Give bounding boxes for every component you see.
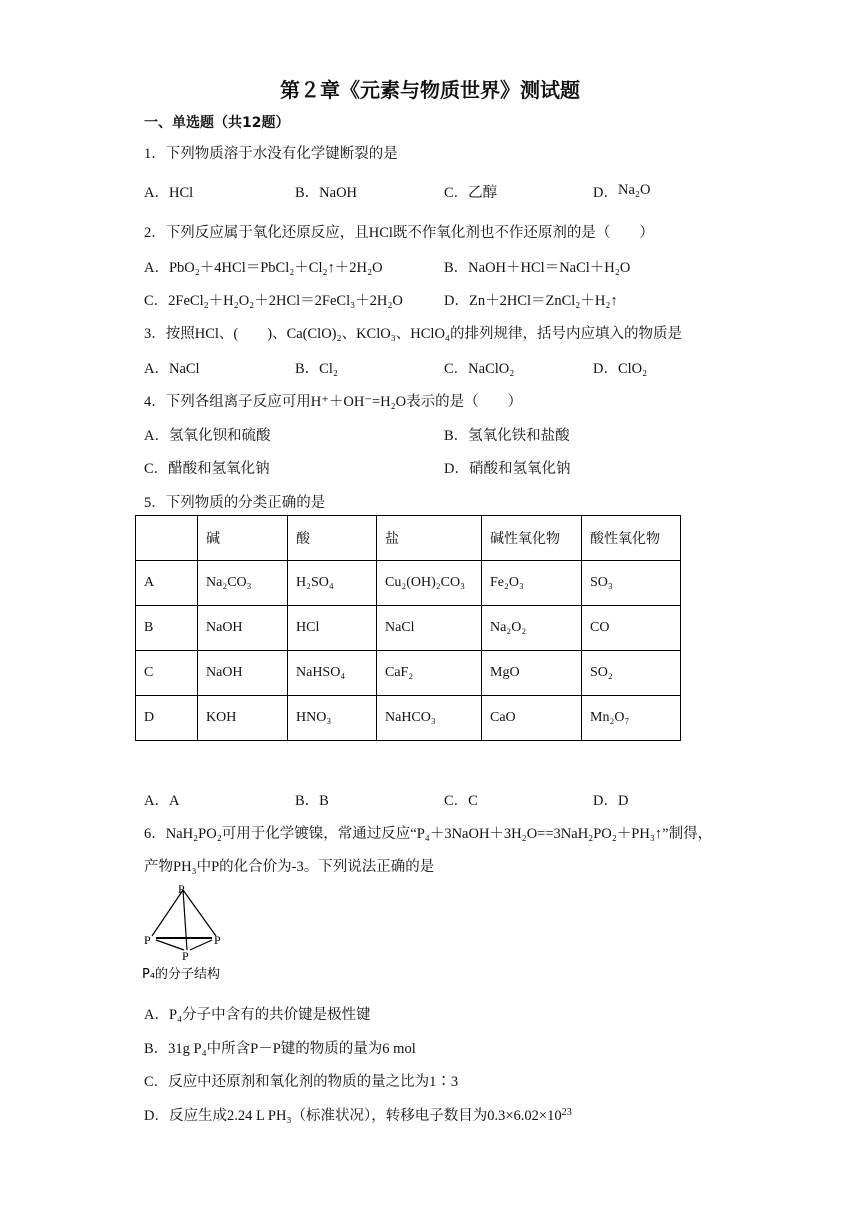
q1-option-d-prefix: D． xyxy=(593,185,618,201)
table-cell: NaHCO₃ xyxy=(377,696,482,741)
table-row xyxy=(136,561,681,606)
table-header-cell: 盐 xyxy=(377,516,482,561)
q6-option-d-exponent: 23 xyxy=(561,1106,572,1118)
question-4-stem: 4．下列各组离子反应可用H⁺＋OH⁻=H₂O表示的是（ ） xyxy=(144,394,523,410)
table-cell: H₂SO₄ xyxy=(288,561,377,606)
table-cell: SO₂ xyxy=(582,651,681,696)
q6-option-c: C．反应中还原剂和氧化剂的物质的量之比为1∶3 xyxy=(144,1074,459,1090)
q5-option-d: D．D xyxy=(593,793,629,809)
q3-option-d: D．ClO₂ xyxy=(593,361,648,377)
q1-option-a: A．HCl xyxy=(144,185,194,201)
table-cell: Fe₂O₃ xyxy=(482,561,582,606)
q5-option-a: A．A xyxy=(144,793,180,809)
table-cell: CaF₂ xyxy=(377,651,482,696)
p4-molecule-figure xyxy=(140,880,260,990)
table-header-cell xyxy=(136,516,198,561)
q4-option-c: C．醋酸和氢氧化钠 xyxy=(144,461,270,477)
table-cell: MgO xyxy=(482,651,582,696)
q6-option-d xyxy=(144,1104,572,1125)
table-row xyxy=(136,696,681,741)
q3-option-c: C．NaClO₂ xyxy=(444,361,515,377)
table-cell: HCl xyxy=(288,606,377,651)
p4-structure-diagram xyxy=(140,880,260,985)
figure-caption: P₄的分子结构 xyxy=(142,967,221,982)
p4-atom-label: P xyxy=(214,933,221,947)
p4-atom-label: P xyxy=(182,949,189,963)
q6-option-d-text: D．反应生成2.24 L PH₃（标准状况），转移电子数目为0.3×6.02×10 xyxy=(144,1108,562,1124)
classification-table xyxy=(135,515,681,741)
table-cell: C xyxy=(136,651,198,696)
q6-option-b: B．31g P₄中所含P－P键的物质的量为6 mol xyxy=(144,1041,416,1057)
table-header-cell: 碱性氧化物 xyxy=(482,516,582,561)
table-cell: CaO xyxy=(482,696,582,741)
table-cell: A xyxy=(136,561,198,606)
q3-option-b: B．Cl₂ xyxy=(295,361,338,377)
q4-option-a: A．氢氧化钡和硫酸 xyxy=(144,428,271,444)
table-header-row xyxy=(136,516,681,561)
table-cell: Cu₂(OH)₂CO₃ xyxy=(377,561,482,606)
question-2-stem: 2．下列反应属于氧化还原反应，且HCl既不作氧化剂也不作还原剂的是（ ） xyxy=(144,225,654,241)
q2-option-c: C．2FeCl₂＋H₂O₂＋2HCl＝2FeCl₃＋2H₂O xyxy=(144,293,403,309)
question-6-stem-line1: 6．NaH₂PO₂可用于化学镀镍，常通过反应“P₄＋3NaOH＋3H₂O==3NaH₂PO₂＋PH₃↑”制得， xyxy=(144,826,713,842)
question-6-stem-line2: 产物PH₃中P的化合价为-3。下列说法正确的是 xyxy=(144,859,435,875)
table-header-cell: 酸 xyxy=(288,516,377,561)
question-1-stem: 1．下列物质溶于水没有化学键断裂的是 xyxy=(144,146,398,162)
q4-option-d: D．硝酸和氢氧化钠 xyxy=(444,461,571,477)
table-cell: NaOH xyxy=(198,606,288,651)
table-cell: CO xyxy=(582,606,681,651)
question-5-stem: 5．下列物质的分类正确的是 xyxy=(144,495,326,511)
table-cell: KOH xyxy=(198,696,288,741)
q1-option-b: B．NaOH xyxy=(295,185,358,201)
p4-atom-label: P xyxy=(144,933,151,947)
q3-option-a: A．NaCl xyxy=(144,361,200,377)
table-cell: B xyxy=(136,606,198,651)
q6-option-a: A．P₄分子中含有的共价键是极性键 xyxy=(144,1007,371,1023)
table-cell: Na₂CO₃ xyxy=(198,561,288,606)
table-cell: HNO₃ xyxy=(288,696,377,741)
q1-option-d-formula: Na₂O xyxy=(617,182,651,198)
page-title: 第２章《元素与物质世界》测试题 xyxy=(280,78,580,102)
q2-option-a: A．PbO₂＋4HCl＝PbCl₂＋Cl₂↑＋2H₂O xyxy=(144,260,383,276)
q4-option-b: B．氢氧化铁和盐酸 xyxy=(444,428,570,444)
q5-option-b: B．B xyxy=(295,793,329,809)
section-heading: 一、单选题（共12题） xyxy=(144,115,290,131)
q2-option-b: B．NaOH＋HCl＝NaCl＋H₂O xyxy=(444,260,631,276)
table-cell: NaOH xyxy=(198,651,288,696)
q5-option-c: C．C xyxy=(444,793,478,809)
q2-option-d: D．Zn＋2HCl＝ZnCl₂＋H₂↑ xyxy=(444,293,618,309)
question-3-stem: 3．按照HCl、( )、Ca(ClO)₂、KClO₃、HClO₄的排列规律，括号内应填入的物质是 xyxy=(144,326,682,342)
table-cell: Na₂O₂ xyxy=(482,606,582,651)
table-cell: NaCl xyxy=(377,606,482,651)
table-cell: D xyxy=(136,696,198,741)
table-row xyxy=(136,651,681,696)
table-header-cell: 碱 xyxy=(198,516,288,561)
table-cell: NaHSO₄ xyxy=(288,651,377,696)
table-cell: Mn₂O₇ xyxy=(582,696,681,741)
table-cell: SO₃ xyxy=(582,561,681,606)
table-header-cell: 酸性氧化物 xyxy=(582,516,681,561)
q1-option-d xyxy=(593,181,650,202)
q1-option-c: C．乙醇 xyxy=(444,185,498,201)
p4-atom-label: P xyxy=(178,882,185,896)
table-row xyxy=(136,606,681,651)
